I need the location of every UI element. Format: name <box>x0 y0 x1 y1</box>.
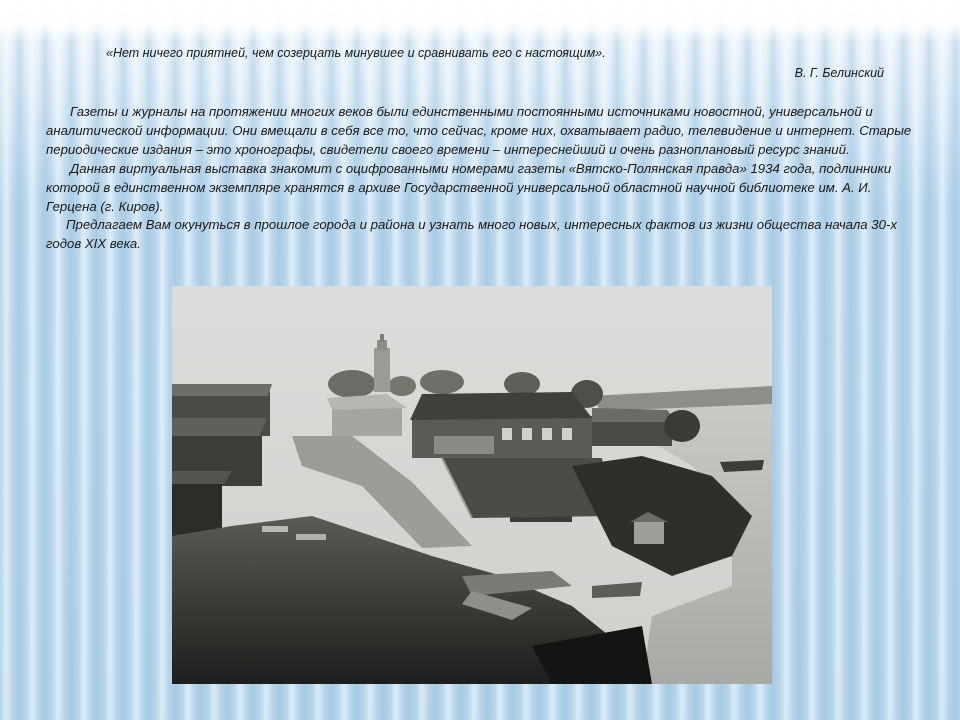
epigraph-quote: «Нет ничего приятней, чем созерцать минувшее и сравнивать его с настоящим». <box>106 46 606 60</box>
intro-paragraph-2: Данная виртуальная выставка знакомит с оцифрованными номерами газеты «Вятско-Полянская правда» 1934 года, подлинники которой в единственном экземпляре хранятся в архиве Государственной универсальной областной научной библиотеке им. А. И. Герцена (г. Киров). <box>46 160 892 214</box>
intro-paragraph-3: Предлагаем Вам окунуться в прошлое города и района и узнать много новых, интересных фактов из жизни общества начала 30-х годов XIX века. <box>46 217 897 252</box>
intro-paragraph-1: Газеты и журналы на протяжении многих веков были единственными постоянными источниками новостной, универсальной и аналитической информации. Они вмещали в себя все то, что сейчас, кроме них, охватывает радио, телевидение и интернет. Старые периодические издания – это хронографы, свидетели своего времени – интереснейший и очень разноплановый ресурс знаний. <box>46 104 912 157</box>
historical-village-photo <box>172 286 772 684</box>
epigraph-author: В. Г. Белинский <box>794 66 884 80</box>
background-top-fade <box>0 0 960 42</box>
intro-text <box>46 103 918 254</box>
village-riverbank-photo <box>172 286 772 684</box>
